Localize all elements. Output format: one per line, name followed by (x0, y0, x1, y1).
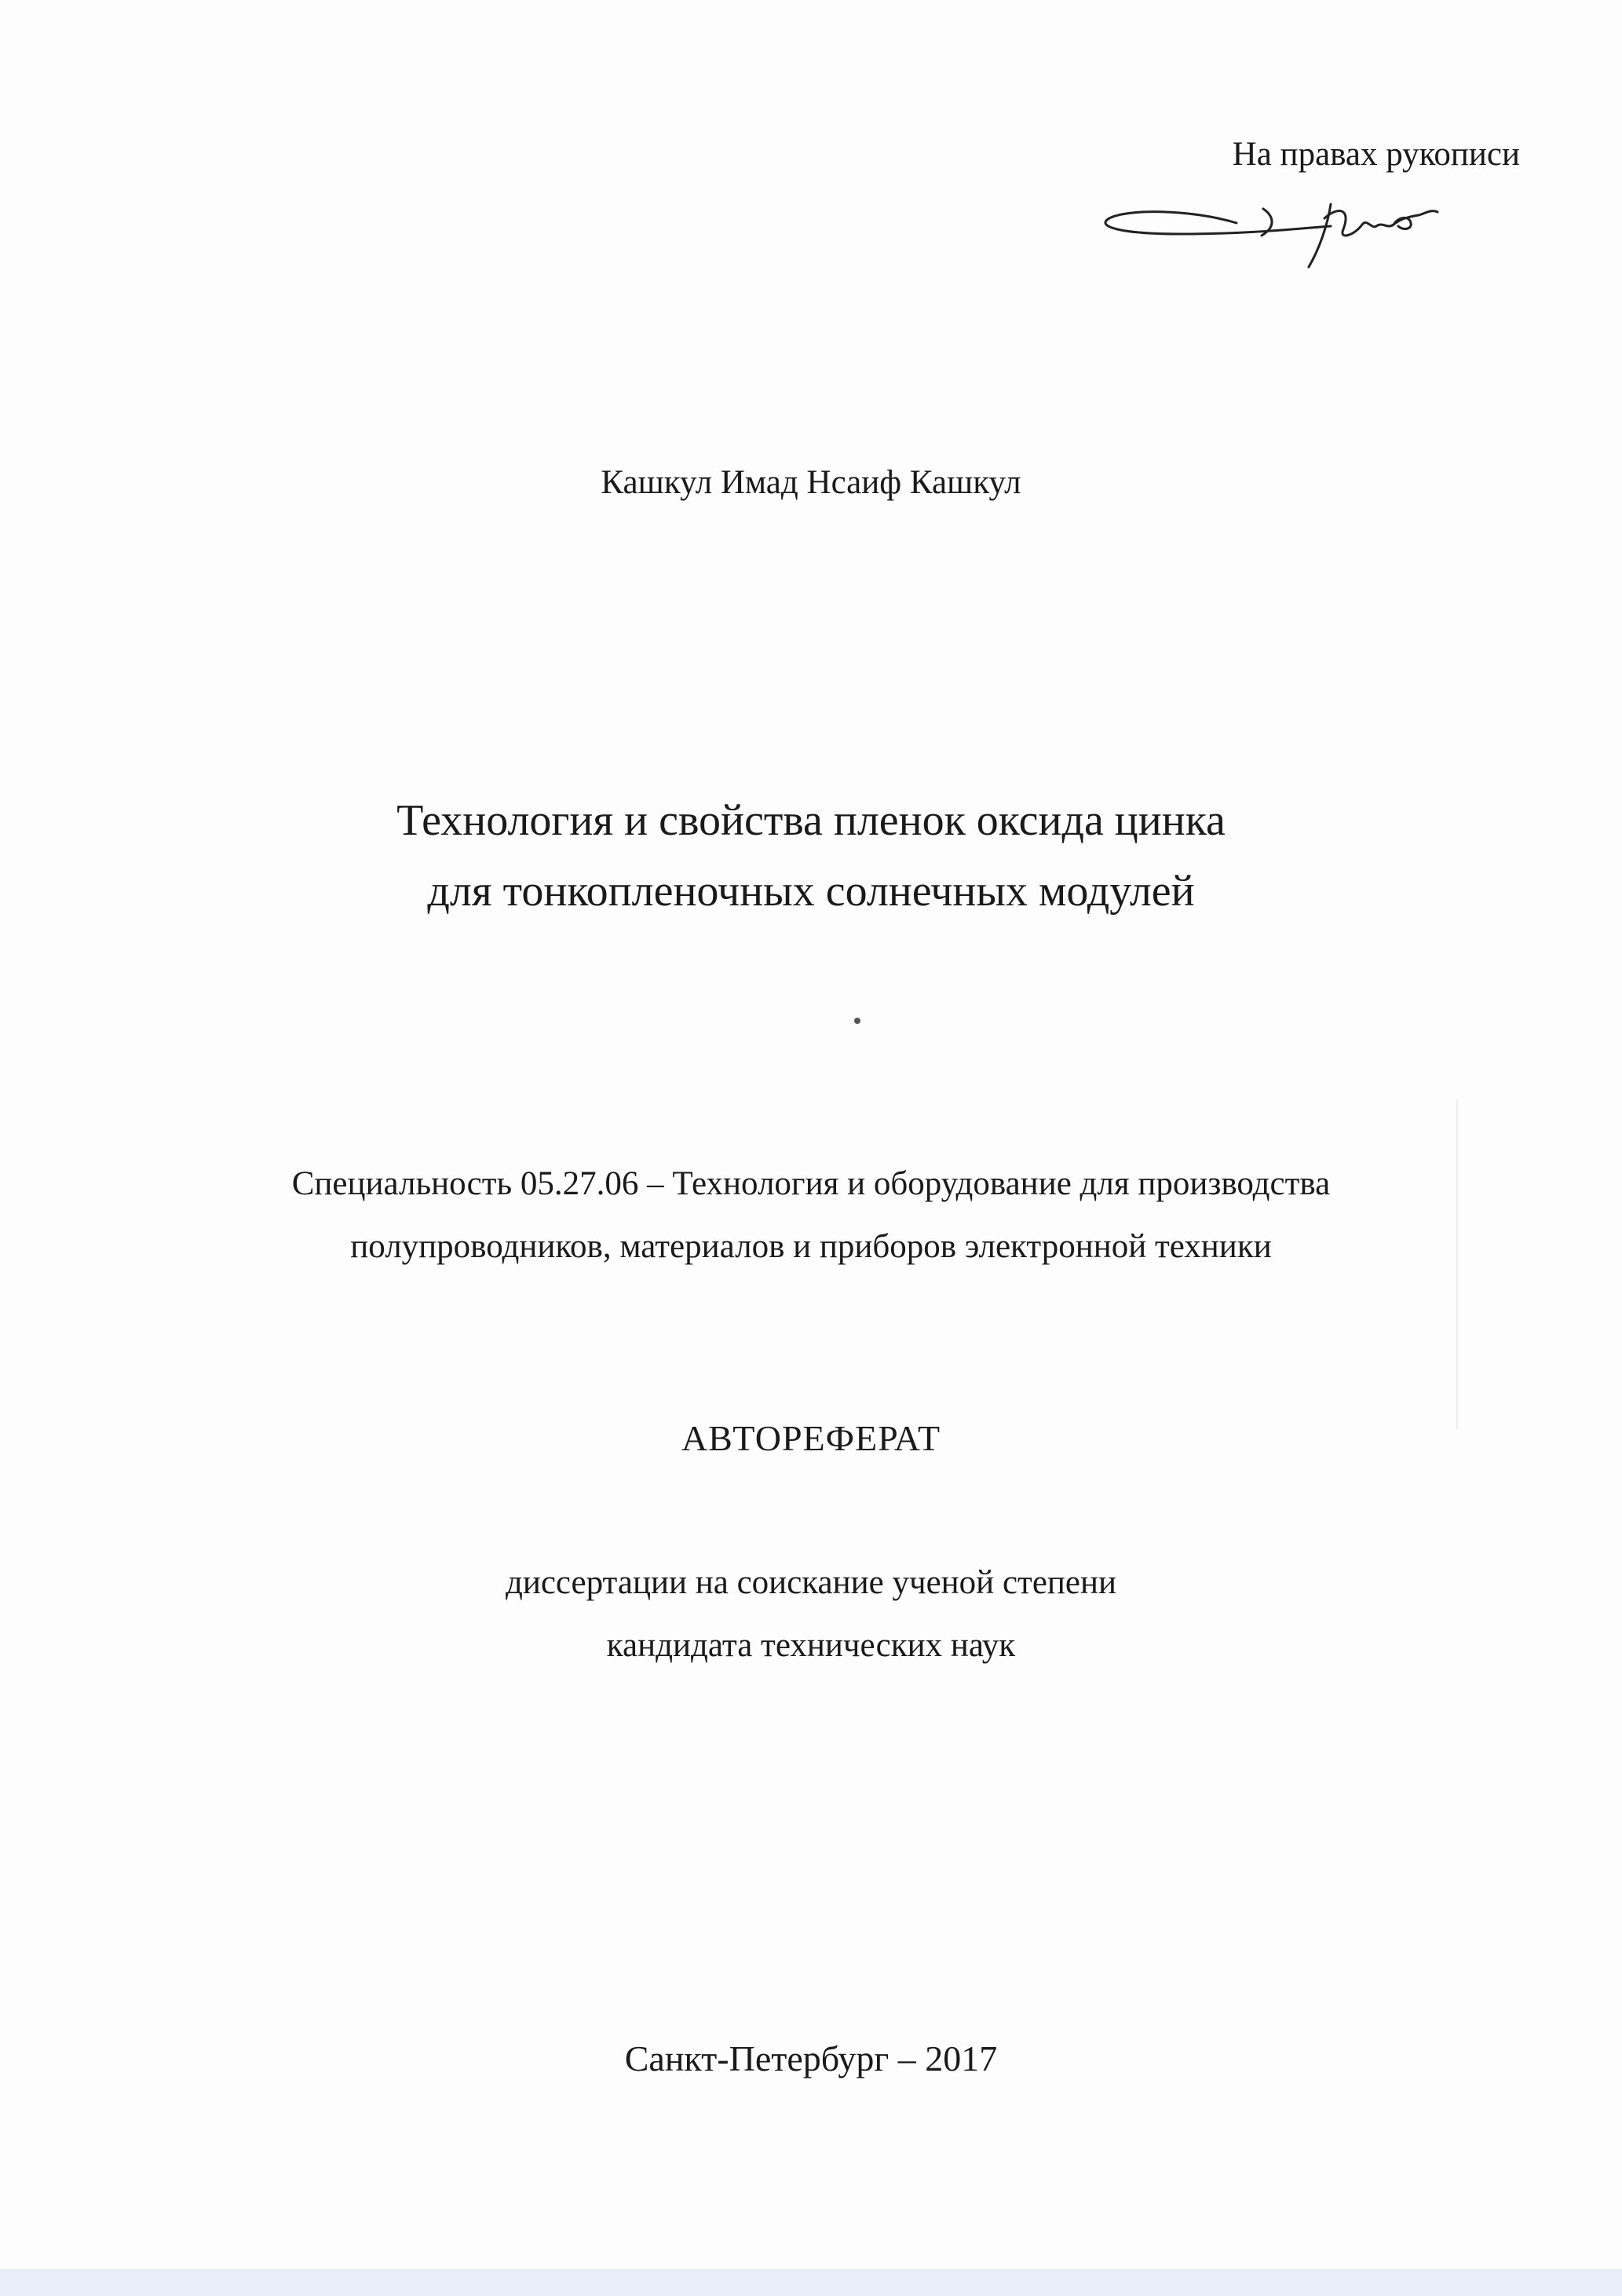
rights-notice: На правах рукописи (1232, 136, 1520, 173)
title-line-2: для тонкопленочных солнечных модулей (427, 867, 1195, 916)
degree-description (0, 1552, 1622, 1677)
degree-line-1: диссертации на соискание ученой степени (505, 1564, 1117, 1601)
specialty (0, 1153, 1622, 1278)
degree-line-2: кандидата технических наук (606, 1627, 1016, 1664)
title-line-1: Технология и свойства пленок оксида цинка (396, 796, 1226, 845)
scan-speck (854, 1018, 860, 1024)
dissertation-title (0, 785, 1622, 927)
scan-fold-mark (1456, 1099, 1458, 1429)
author-name: Кашкул Имад Нсаиф Кашкул (601, 464, 1021, 501)
city-year: Санкт-Петербург – 2017 (624, 2038, 998, 2078)
specialty-line-1: Специальность 05.27.06 – Технология и оборудование для производства (291, 1165, 1331, 1202)
author-signature (1095, 185, 1448, 272)
document-type: АВТОРЕФЕРАТ (681, 1418, 941, 1458)
specialty-line-2: полупроводников, материалов и приборов электронной техники (350, 1228, 1272, 1265)
scan-bottom-edge (0, 2269, 1622, 2296)
